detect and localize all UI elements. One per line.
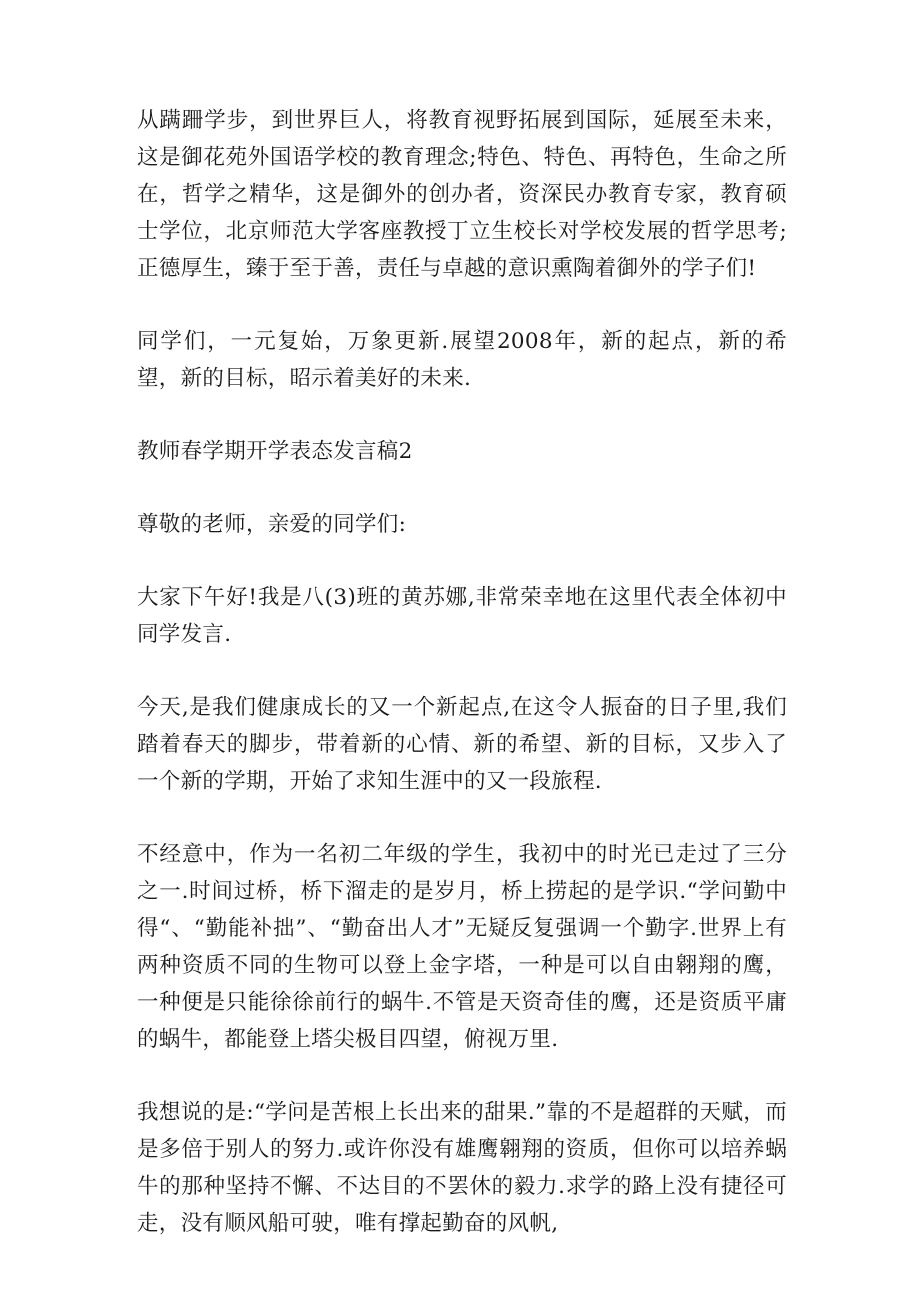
- salutation: 尊敬的老师，亲爱的同学们:: [137, 512, 407, 537]
- paragraph-perseverance: 我想说的是:“学问是苦根上长出来的甜果.”靠的不是超群的天赋，而是多倍于别人的努力.或许你没有雄鹰翱翔的资质，但你可以培养蜗牛的那种坚持不懈、不达目的不罢休的毅力.求学的路上没有捷径可走，没有顺风船可驶，唯有撑起勤奋的风帆,: [137, 1100, 787, 1236]
- paragraph-new-year-outlook: 同学们，一元复始，万象更新.展望2008年，新的起点，新的希望，新的目标，昭示着美好的未来.: [137, 329, 787, 391]
- paragraph-diligence: 不经意中，作为一名初二年级的学生，我初中的时光已走过了三分之一.时间过桥，桥下溜走的是岁月，桥上捞起的是学识.“学问勤中得“、“勤能补拙”、“勤奋出人才”无疑反复强调一个勤字.世界上有两种资质不同的生物可以登上金字塔，一种是可以自由翱翔的鹰，一种便是只能徐徐前行的蜗牛.不管是天资奇佳的鹰，还是资质平庸的蜗牛，都能登上塔尖极目四望，俯视万里.: [137, 842, 787, 1052]
- paragraph-greeting: 大家下午好!我是八(3)班的黄苏娜,非常荣幸地在这里代表全体初中同学发言.: [137, 585, 787, 647]
- document-body: [137, 102, 787, 1278]
- paragraph-school-philosophy: 从蹒跚学步，到世界巨人，将教育视野拓展到国际，延展至未来，这是御花苑外国语学校的教育理念;特色、特色、再特色，生命之所在，哲学之精华，这是御外的创办者，资深民办教育专家，教育硕士学位，北京师范大学客座教授丁立生校长对学校发展的哲学思考;正德厚生，臻于至于善，责任与卓越的意识熏陶着御外的学子们!: [137, 108, 787, 281]
- section-heading: 教师春学期开学表态发言稿2: [137, 439, 413, 464]
- paragraph-new-semester: 今天,是我们健康成长的又一个新起点,在这令人振奋的日子里,我们踏着春天的脚步，带着新的心情、新的希望、新的目标，又步入了一个新的学期，开始了求知生涯中的又一段旅程.: [137, 695, 787, 794]
